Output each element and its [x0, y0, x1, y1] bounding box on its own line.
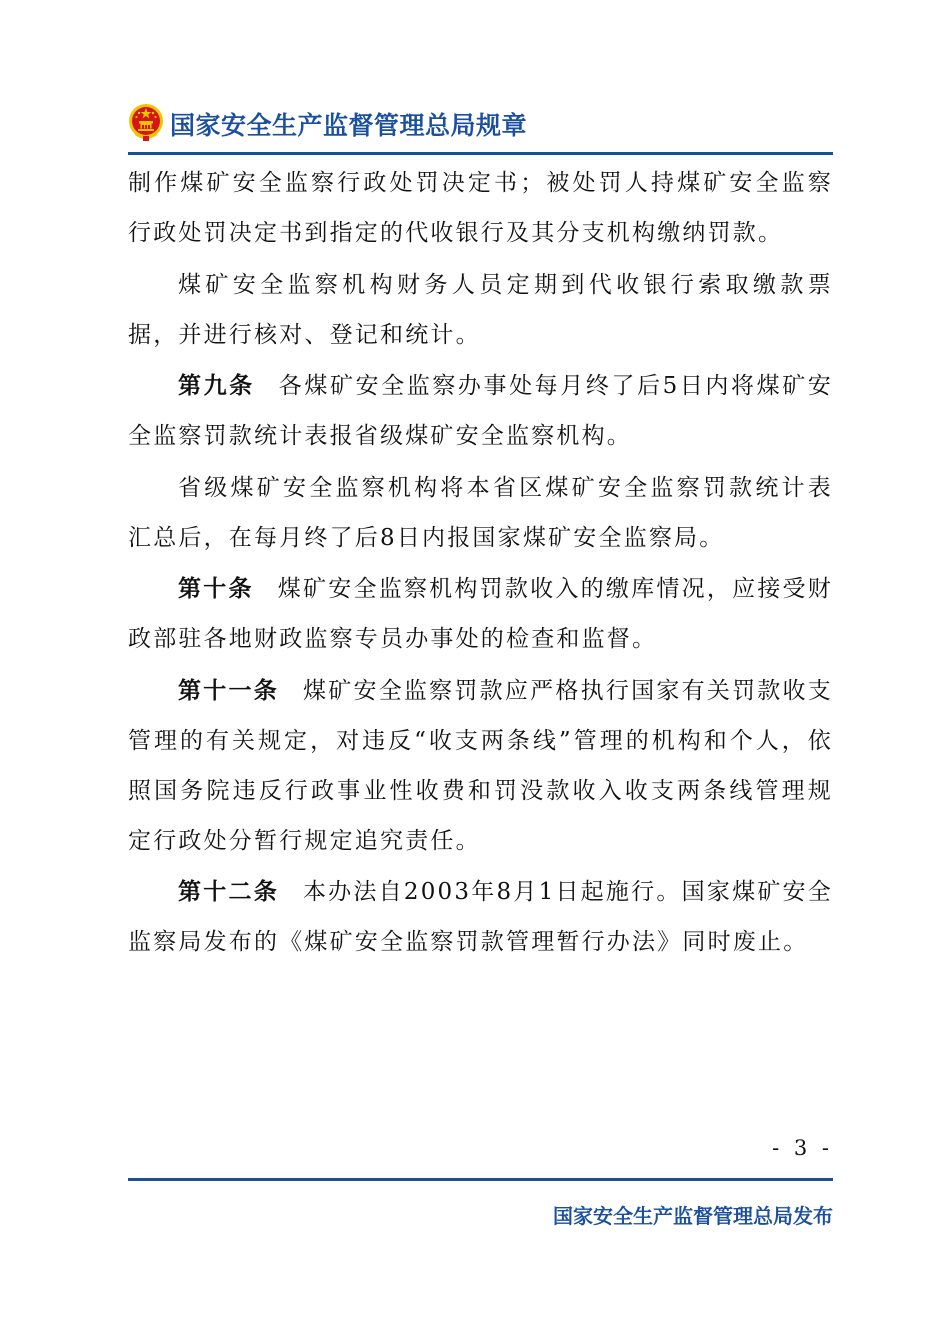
paragraph-continued: 制作煤矿安全监察行政处罚决定书；被处罚人持煤矿安全监察行政处罚决定书到指定的代收银行及其分支机构缴纳罚款。 [128, 170, 833, 246]
paragraph: 煤矿安全监察机构财务人员定期到代收银行索取缴款票据，并进行核对、登记和统计。 [128, 271, 833, 348]
page-header [128, 100, 833, 146]
article-9-text: 各煤矿安全监察办事处每月终了后5日内将煤矿安全监察罚款统计表报省级煤矿安全监察机构。 [128, 373, 833, 449]
article-12 [128, 867, 833, 967]
paragraph: 省级煤矿安全监察机构将本省区煤矿安全监察罚款统计表汇总后，在每月终了后8日内报国家煤矿安全监察局。 [128, 474, 833, 551]
article-11-text: 煤矿安全监察罚款应严格执行国家有关罚款收支管理的有关规定，对违反“收支两条线”管理的机构和个人，依照国务院违反行政事业性收费和罚没款收入收支两条线管理规定行政处分暂行规定追究责任。 [128, 677, 833, 854]
article-12-title: 第十二条 [178, 879, 279, 905]
footer-divider [128, 1178, 833, 1181]
article-10-text: 煤矿安全监察机构罚款收入的缴库情况，应接受财政部驻各地财政监察专员办事处的检查和监督。 [128, 576, 833, 652]
article-11-title: 第十一条 [178, 677, 279, 704]
article-9 [128, 361, 833, 461]
article-10 [128, 564, 833, 664]
national-emblem-icon [128, 103, 164, 141]
header-divider [128, 152, 833, 155]
page-number: - 3 - [772, 1136, 833, 1160]
article-10-title: 第十条 [178, 576, 254, 602]
footer-publisher: 国家安全生产监督管理总局发布 [553, 1204, 833, 1228]
article-11 [128, 666, 833, 866]
header-title: 国家安全生产监督管理总局规章 [170, 111, 528, 140]
article-12-text: 本办法自2003年8月1日起施行。国家煤矿安全监察局发布的《煤矿安全监察罚款管理暂行办法》同时废止。 [128, 879, 833, 955]
article-9-title: 第九条 [178, 373, 255, 399]
document-body [128, 158, 833, 969]
